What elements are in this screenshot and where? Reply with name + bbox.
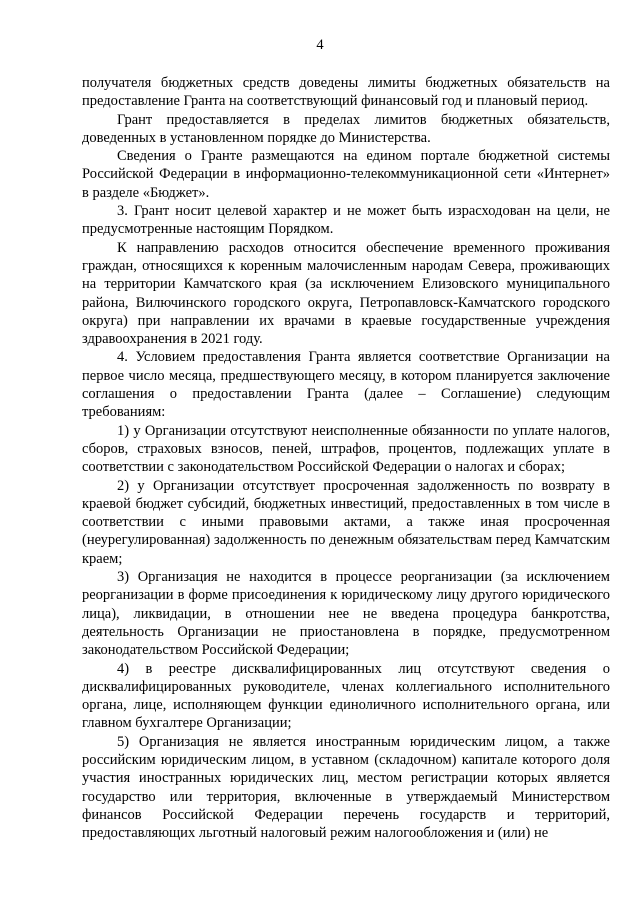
paragraph-grant-limits: Грант предоставляется в пределах лимитов бюджетных обязательств, доведенных в установленном порядке до Министерства. xyxy=(82,111,610,146)
document-body xyxy=(82,74,610,842)
list-item-requirement-3: 3) Организация не находится в процессе реорганизации (за исключением реорганизации в форме присоединения к юридическому лицу другого юридического лица), ликвидации, в отношении нее не введена процедура банкротства, деятельность Организации не приостановлена в порядке, предусмотренном законодательством Российской Федерации; xyxy=(82,569,610,659)
list-item-requirement-4: 4) в реестре дисквалифицированных лиц отсутствуют сведения о дисквалифицированных руководителе, членах коллегиального исполнительного органа, лице, исполняющем функции единоличного исполнительного органа, или главном бухгалтере Организации; xyxy=(82,660,610,732)
list-item-requirement-5: 5) Организация не является иностранным юридическим лицом, а также российским юридическим лицом, в уставном (складочном) капитале которого доля участия иностранных юридических лиц, местом регистрации которых является государство или территория, включенные в утверждаемый Министерством финансов Российской Федерации перечень государств и территорий, предоставляющих льготный налоговый режим налогообложения и (или) не xyxy=(82,733,610,842)
list-item-requirement-2: 2) у Организации отсутствует просроченная задолженность по возврату в краевой бюджет субсидий, бюджетных инвестиций, предоставленных в том числе в соответствии с иными правовыми актами, а также иная просроченная (неурегулированная) задолженность по денежным обязательствам перед Камчатским краем; xyxy=(82,477,610,567)
paragraph-continuation: получателя бюджетных средств доведены лимиты бюджетных обязательств на предоставление Гранта на соответствующий финансовый год и плановый период. xyxy=(82,75,610,110)
paragraph-grant-publication: Сведения о Гранте размещаются на едином портале бюджетной системы Российской Федерации в информационно-телекоммуникационной сети «Интернет» в разделе «Бюджет». xyxy=(82,148,610,201)
list-item-requirement-1: 1) у Организации отсутствуют неисполненные обязанности по уплате налогов, сборов, страховых взносов, пеней, штрафов, процентов, подлежащих уплате в соответствии с законодательством Российской Федерации о налогах и сборах; xyxy=(82,422,610,476)
paragraph-expense-direction: К направлению расходов относится обеспечение временного проживания граждан, относящихся к коренным малочисленным народам Севера, проживающих на территории Камчатского края (за исключением Елизовского муниципального района, Вилючинского городского округа, Петропавловск-Камчатского городского округа) при направлении их врачами в краевые государственные учреждения здравоохранения в 2021 году. xyxy=(82,239,610,348)
page-number: 4 xyxy=(316,37,324,53)
paragraph-clause-3: 3. Грант носит целевой характер и не может быть израсходован на цели, не предусмотренные настоящим Порядком. xyxy=(82,203,610,238)
paragraph-clause-4: 4. Условием предоставления Гранта является соответствие Организации на первое число месяца, предшествующего месяцу, в котором планируется заключение соглашения о предоставлении Гранта (далее – Соглашение) следующим требованиям: xyxy=(82,349,610,421)
